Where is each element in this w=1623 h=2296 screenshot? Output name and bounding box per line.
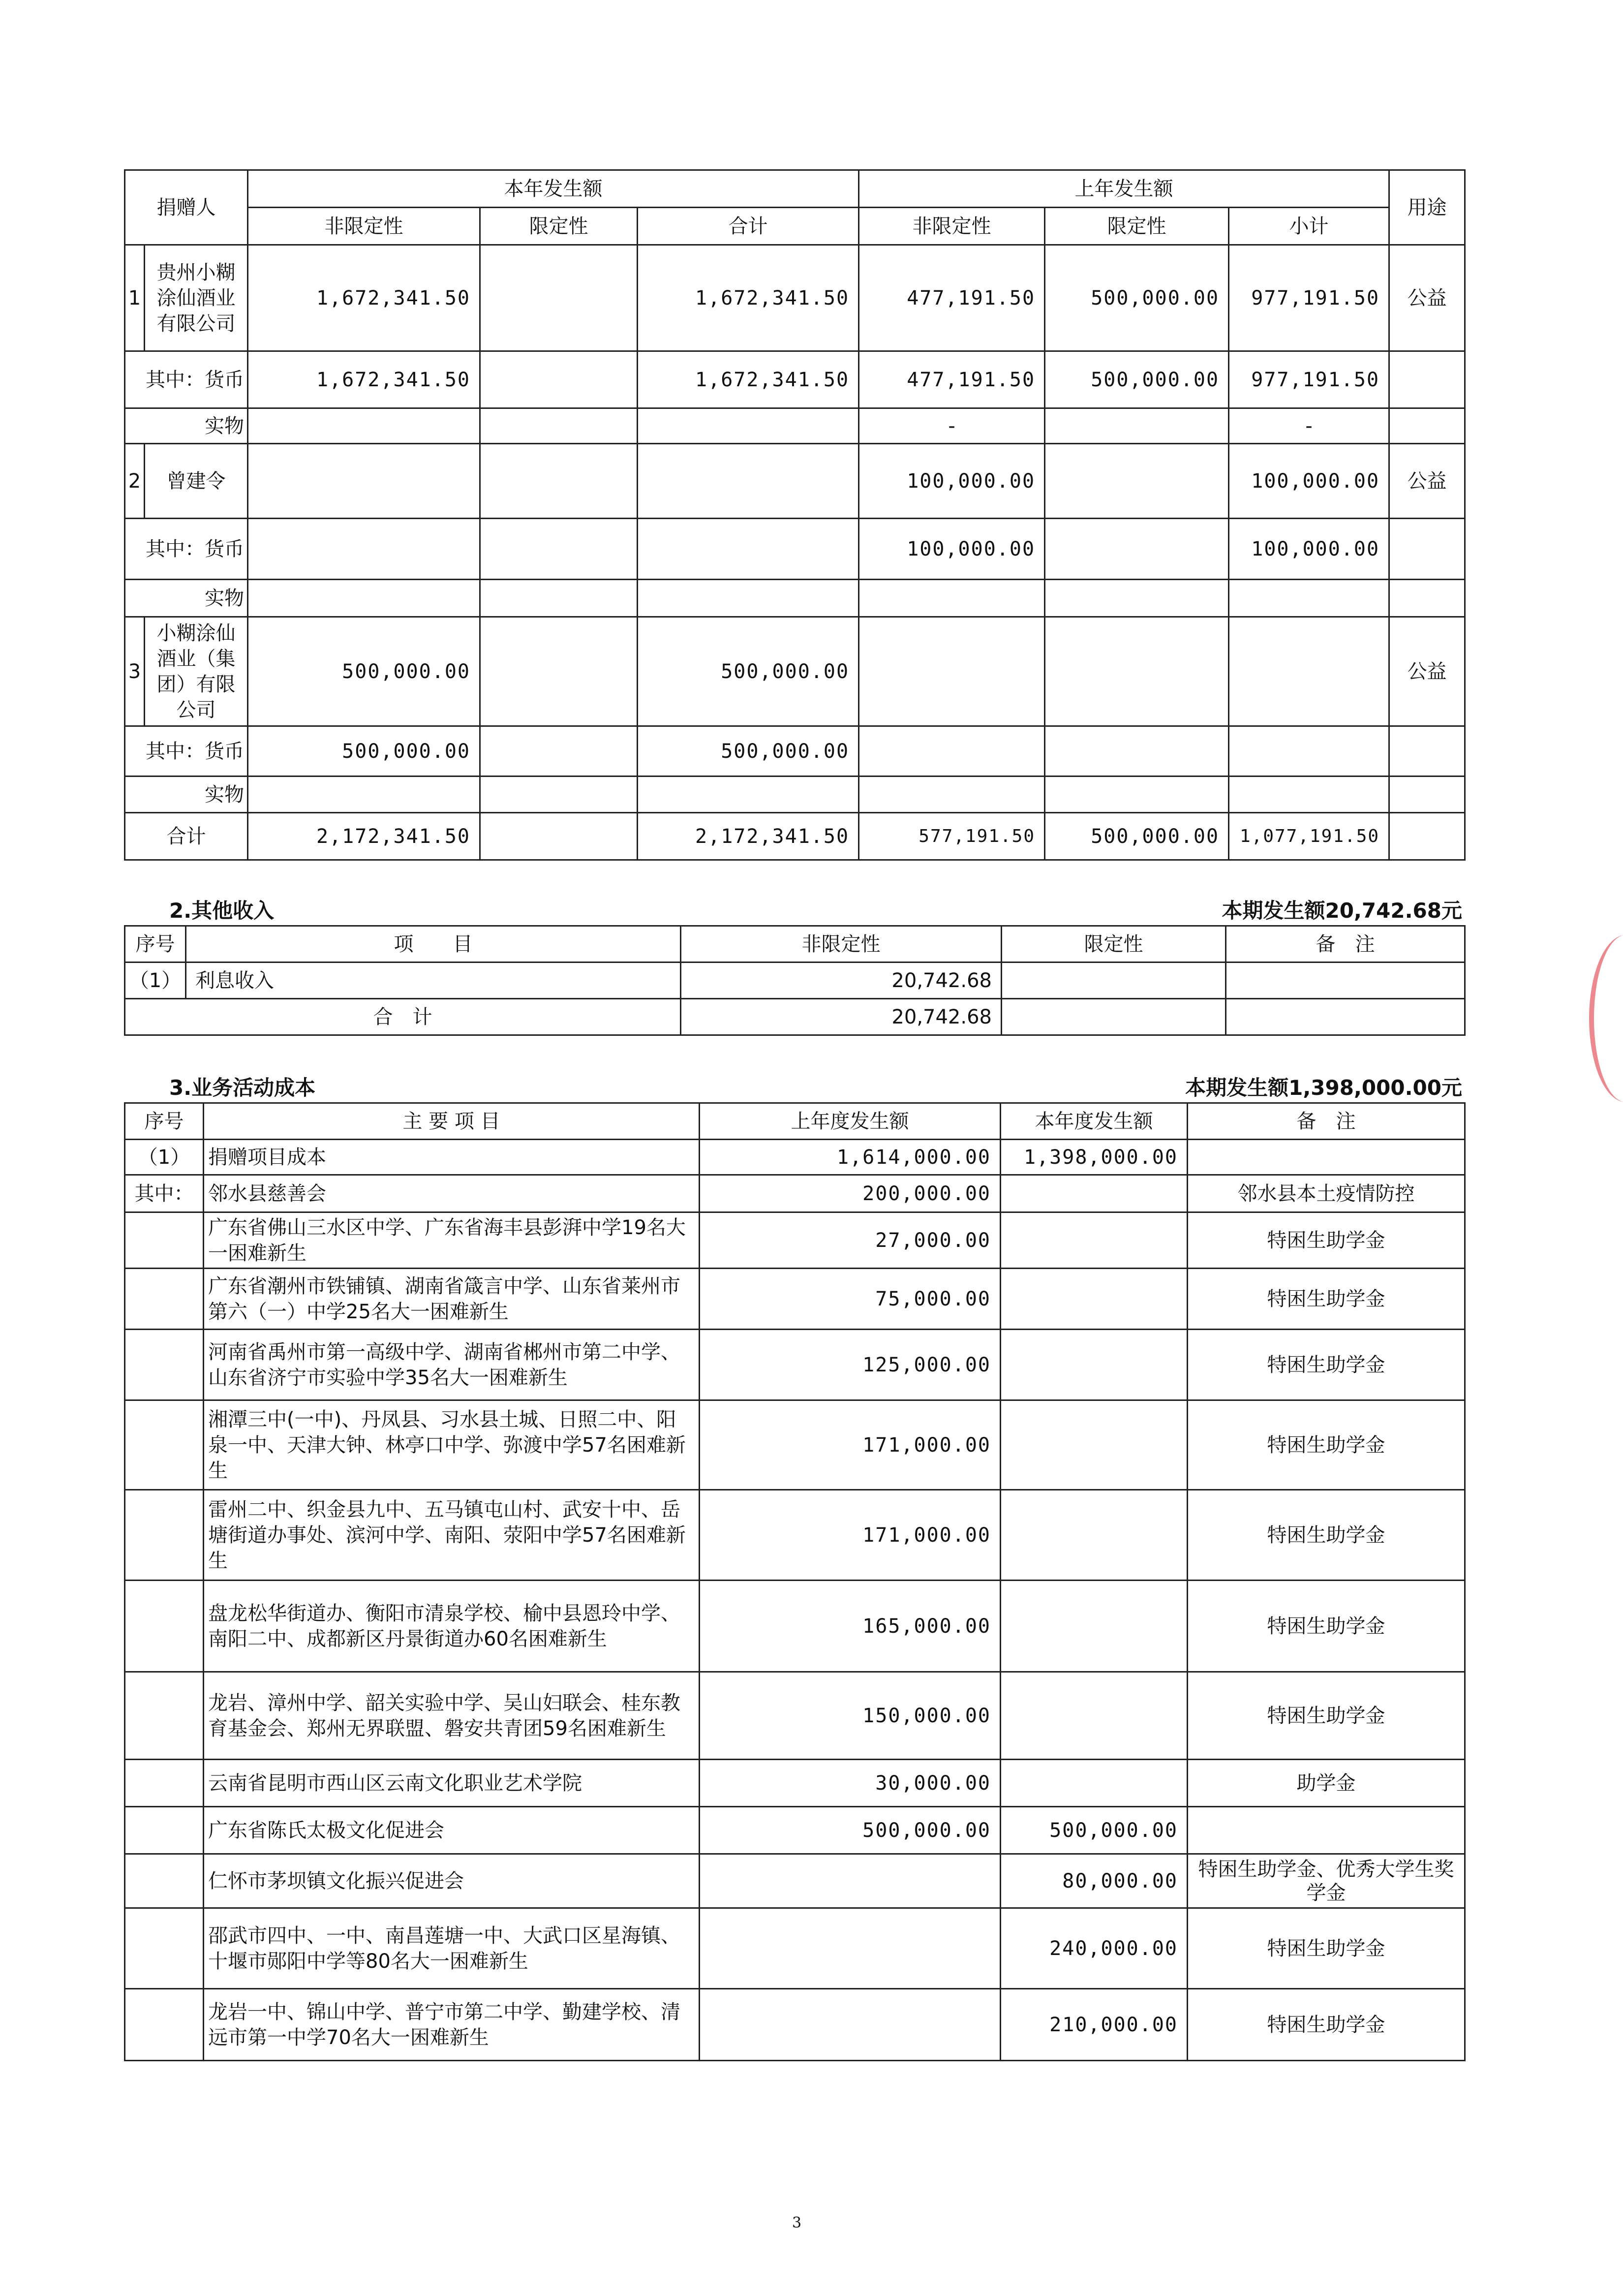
row-item: 邵武市四中、一中、南昌莲塘一中、大武口区星海镇、十堰市郧阳中学等80名大一困难新生 — [204, 1908, 700, 1989]
table-total-row — [125, 813, 1465, 860]
row-item: 邻水县慈善会 — [204, 1175, 700, 1212]
table-row — [125, 776, 1465, 813]
table-row — [125, 351, 1465, 408]
cell — [480, 245, 638, 351]
cell: 1,077,191.50 — [1229, 813, 1389, 860]
row-current-amount: 80,000.00 — [1001, 1854, 1188, 1908]
row-current-amount — [1001, 1760, 1188, 1807]
cell: 977,191.50 — [1229, 245, 1389, 351]
cell — [1229, 580, 1389, 617]
cell — [859, 776, 1045, 813]
table-row — [125, 580, 1465, 617]
row-item: 龙岩、漳州中学、韶关实验中学、吴山妇联会、桂东教育基金会、郑州无界联盟、磐安共青团59名困难新生 — [204, 1672, 700, 1760]
row-item: 雷州二中、织金县九中、五马镇屯山村、武安十中、岳塘街道办事处、滨河中学、南阳、荥阳中学57名困难新生 — [204, 1490, 700, 1581]
table-row — [125, 962, 1465, 999]
table-row — [125, 408, 1465, 444]
row-prior-amount: 150,000.00 — [700, 1672, 1001, 1760]
cell: 1,672,341.50 — [248, 245, 480, 351]
header-donor: 捐赠人 — [125, 170, 248, 245]
business-cost-amount: 本期发生额1,398,000.00元 — [1185, 1076, 1462, 1100]
row-remark: 特困生助学金 — [1188, 1212, 1465, 1269]
row-no: （1） — [125, 962, 186, 999]
donor-no: 2 — [125, 444, 145, 519]
cell: 100,000.00 — [859, 519, 1045, 580]
sub-label: 其中：货币 — [125, 351, 248, 408]
cell: 500,000.00 — [638, 617, 859, 726]
row-prior-amount: 171,000.00 — [700, 1400, 1001, 1490]
header-remark: 备 注 — [1188, 1103, 1465, 1140]
table-row — [125, 1175, 1465, 1212]
cell — [1045, 776, 1229, 813]
row-remark: 特困生助学金 — [1188, 1490, 1465, 1581]
donation-table — [124, 169, 1466, 861]
cell — [480, 726, 638, 776]
cell — [1389, 580, 1465, 617]
table-row — [125, 617, 1465, 726]
cell — [1002, 962, 1226, 999]
sub-label: 实物 — [125, 408, 248, 444]
cell: 500,000.00 — [1045, 351, 1229, 408]
total-unrestricted: 20,742.68 — [681, 999, 1002, 1035]
row-remark: 特困生助学金 — [1188, 1581, 1465, 1672]
row-prior-amount: 165,000.00 — [700, 1581, 1001, 1672]
section-title-other-income: 2.其他收入 — [169, 899, 275, 923]
cell — [859, 617, 1045, 726]
row-current-amount — [1001, 1212, 1188, 1269]
row-prior-amount: 30,000.00 — [700, 1760, 1001, 1807]
cell: 2,172,341.50 — [248, 813, 480, 860]
table-row — [125, 519, 1465, 580]
row-prior-amount — [700, 1854, 1001, 1908]
cell: 1,672,341.50 — [248, 351, 480, 408]
row-item: 河南省禹州市第一高级中学、湖南省郴州市第二中学、山东省济宁市实验中学35名大一困难新生 — [204, 1330, 700, 1400]
cell: 477,191.50 — [859, 245, 1045, 351]
table-total-row — [125, 999, 1465, 1035]
row-prior-amount: 125,000.00 — [700, 1330, 1001, 1400]
row-item: 捐赠项目成本 — [204, 1140, 700, 1175]
row-current-amount: 240,000.00 — [1001, 1908, 1188, 1989]
cell: 100,000.00 — [859, 444, 1045, 519]
table-row — [125, 1854, 1465, 1908]
cell — [248, 519, 480, 580]
table-row — [125, 1908, 1465, 1989]
table-row — [125, 444, 1465, 519]
row-prior-amount: 200,000.00 — [700, 1175, 1001, 1212]
header-no: 序号 — [125, 1103, 204, 1140]
row-remark — [1188, 1807, 1465, 1854]
red-seal-stamp — [1589, 935, 1623, 1102]
header-cur-total: 合计 — [638, 208, 859, 245]
cell — [1389, 776, 1465, 813]
cell: 577,191.50 — [859, 813, 1045, 860]
row-item: 湘潭三中(一中)、丹凤县、习水县土城、日照二中、阳泉一中、天津大钟、林亭口中学、弥渡中学57名困难新生 — [204, 1400, 700, 1490]
header-unrestricted: 非限定性 — [681, 926, 1002, 962]
cell — [480, 813, 638, 860]
page-number: 3 — [792, 2214, 802, 2232]
row-prior-amount: 171,000.00 — [700, 1490, 1001, 1581]
row-remark: 特困生助学金 — [1188, 1908, 1465, 1989]
row-prior-amount: 27,000.00 — [700, 1212, 1001, 1269]
row-current-amount — [1001, 1672, 1188, 1760]
cell — [1226, 999, 1465, 1035]
row-no — [125, 1989, 204, 2061]
cell — [1389, 351, 1465, 408]
row-current-amount — [1001, 1581, 1188, 1672]
cell — [1389, 726, 1465, 776]
cell: 500,000.00 — [1045, 813, 1229, 860]
cell — [248, 444, 480, 519]
header-remark: 备 注 — [1226, 926, 1465, 962]
row-unrestricted: 20,742.68 — [681, 962, 1002, 999]
sub-label: 实物 — [125, 776, 248, 813]
row-prior-amount — [700, 1989, 1001, 2061]
table-row — [125, 245, 1465, 351]
row-no — [125, 1330, 204, 1400]
row-no: （1） — [125, 1140, 204, 1175]
cell — [859, 726, 1045, 776]
sub-label: 其中：货币 — [125, 726, 248, 776]
cell — [638, 408, 859, 444]
cell — [480, 580, 638, 617]
header-prior-subtotal: 小计 — [1229, 208, 1389, 245]
table-row — [125, 1400, 1465, 1490]
row-item: 盘龙松华街道办、衡阳市清泉学校、榆中县恩玲中学、南阳二中、成都新区丹景街道办60名困难新生 — [204, 1581, 700, 1672]
table-row — [125, 726, 1465, 776]
cell — [638, 776, 859, 813]
cell — [1002, 999, 1226, 1035]
row-remark: 特困生助学金 — [1188, 1989, 1465, 2061]
header-cur-restricted: 限定性 — [480, 208, 638, 245]
row-current-amount — [1001, 1175, 1188, 1212]
cell — [1045, 580, 1229, 617]
donor-name: 小糊涂仙酒业（集团）有限公司 — [145, 617, 248, 726]
row-prior-amount — [700, 1908, 1001, 1989]
cell: 977,191.50 — [1229, 351, 1389, 408]
cell: 100,000.00 — [1229, 519, 1389, 580]
row-no — [125, 1212, 204, 1269]
donor-name: 贵州小糊涂仙酒业有限公司 — [145, 245, 248, 351]
cell: - — [1229, 408, 1389, 444]
row-remark: 特困生助学金 — [1188, 1672, 1465, 1760]
table-row — [125, 1140, 1465, 1175]
donor-no: 1 — [125, 245, 145, 351]
cell — [1045, 519, 1229, 580]
row-no — [125, 1760, 204, 1807]
cell — [1229, 776, 1389, 813]
table-row — [125, 1672, 1465, 1760]
header-prior: 上年度发生额 — [700, 1103, 1001, 1140]
cell: 500,000.00 — [638, 726, 859, 776]
header-purpose: 用途 — [1389, 170, 1465, 245]
header-prior-unrestricted: 非限定性 — [859, 208, 1045, 245]
total-label: 合 计 — [125, 999, 681, 1035]
cell — [480, 776, 638, 813]
header-item: 主 要 项 目 — [204, 1103, 700, 1140]
table-row — [125, 1212, 1465, 1269]
header-cur-unrestricted: 非限定性 — [248, 208, 480, 245]
table-row — [125, 1330, 1465, 1400]
cell — [480, 351, 638, 408]
table-row — [125, 1269, 1465, 1330]
row-remark: 特困生助学金、优秀大学生奖学金 — [1188, 1854, 1465, 1908]
header-restricted: 限定性 — [1002, 926, 1226, 962]
cell — [859, 580, 1045, 617]
row-item: 广东省潮州市铁铺镇、湖南省箴言中学、山东省莱州市第六（一）中学25名大一困难新生 — [204, 1269, 700, 1330]
row-no — [125, 1807, 204, 1854]
cell — [1229, 726, 1389, 776]
table-row — [125, 1490, 1465, 1581]
row-prior-amount: 75,000.00 — [700, 1269, 1001, 1330]
cell: 500,000.00 — [1045, 245, 1229, 351]
cell — [480, 519, 638, 580]
cell — [248, 408, 480, 444]
row-remark: 特困生助学金 — [1188, 1269, 1465, 1330]
cell: 1,672,341.50 — [638, 245, 859, 351]
header-item: 项 目 — [186, 926, 681, 962]
cell — [1389, 813, 1465, 860]
row-item: 云南省昆明市西山区云南文化职业艺术学院 — [204, 1760, 700, 1807]
header-prior-year: 上年发生额 — [859, 170, 1389, 208]
cell — [480, 444, 638, 519]
row-no — [125, 1269, 204, 1330]
row-current-amount — [1001, 1269, 1188, 1330]
cell: 500,000.00 — [248, 617, 480, 726]
cell — [1389, 519, 1465, 580]
table-row — [125, 1989, 1465, 2061]
row-current-amount — [1001, 1490, 1188, 1581]
row-no — [125, 1672, 204, 1760]
cell — [1389, 408, 1465, 444]
row-remark: 特困生助学金 — [1188, 1400, 1465, 1490]
section-title-business-cost: 3.业务活动成本 — [169, 1076, 316, 1100]
purpose-cell: 公益 — [1389, 617, 1465, 726]
other-income-table — [124, 925, 1466, 1036]
cell — [638, 580, 859, 617]
other-income-amount: 本期发生额20,742.68元 — [1222, 899, 1462, 923]
row-remark: 邻水县本土疫情防控 — [1188, 1175, 1465, 1212]
sub-label: 实物 — [125, 580, 248, 617]
row-remark — [1188, 1140, 1465, 1175]
row-item: 龙岩一中、锦山中学、普宁市第二中学、勤建学校、清远市第一中学70名大一困难新生 — [204, 1989, 700, 2061]
table-row — [125, 1807, 1465, 1854]
cell: 477,191.50 — [859, 351, 1045, 408]
row-current-amount: 500,000.00 — [1001, 1807, 1188, 1854]
header-current-year: 本年发生额 — [248, 170, 859, 208]
cell: 1,672,341.50 — [638, 351, 859, 408]
cell: 100,000.00 — [1229, 444, 1389, 519]
cell — [1229, 617, 1389, 726]
cell: 2,172,341.50 — [638, 813, 859, 860]
cell — [1045, 617, 1229, 726]
row-remark: 特困生助学金 — [1188, 1330, 1465, 1400]
table-row — [125, 1581, 1465, 1672]
table-row — [125, 1760, 1465, 1807]
row-no — [125, 1908, 204, 1989]
row-no: 其中： — [125, 1175, 204, 1212]
cell — [1045, 726, 1229, 776]
row-no — [125, 1400, 204, 1490]
sub-label: 其中：货币 — [125, 519, 248, 580]
header-no: 序号 — [125, 926, 186, 962]
row-current-amount: 1,398,000.00 — [1001, 1140, 1188, 1175]
row-no — [125, 1581, 204, 1672]
row-current-amount — [1001, 1330, 1188, 1400]
row-item: 广东省佛山三水区中学、广东省海丰县彭湃中学19名大一困难新生 — [204, 1212, 700, 1269]
header-prior-restricted: 限定性 — [1045, 208, 1229, 245]
cell — [480, 408, 638, 444]
donor-name: 曾建令 — [145, 444, 248, 519]
row-remark: 助学金 — [1188, 1760, 1465, 1807]
header-current: 本年度发生额 — [1001, 1103, 1188, 1140]
purpose-cell: 公益 — [1389, 444, 1465, 519]
row-item: 广东省陈氏太极文化促进会 — [204, 1807, 700, 1854]
row-item: 利息收入 — [186, 962, 681, 999]
purpose-cell: 公益 — [1389, 245, 1465, 351]
cell — [638, 444, 859, 519]
cell — [248, 776, 480, 813]
row-prior-amount: 500,000.00 — [700, 1807, 1001, 1854]
row-no — [125, 1854, 204, 1908]
donor-no: 3 — [125, 617, 145, 726]
cell — [1226, 962, 1465, 999]
total-label: 合计 — [125, 813, 248, 860]
row-current-amount: 210,000.00 — [1001, 1989, 1188, 2061]
row-prior-amount: 1,614,000.00 — [700, 1140, 1001, 1175]
row-current-amount — [1001, 1400, 1188, 1490]
row-no — [125, 1490, 204, 1581]
cell: - — [859, 408, 1045, 444]
cell — [638, 519, 859, 580]
cell — [480, 617, 638, 726]
business-cost-table — [124, 1102, 1466, 2061]
cell: 500,000.00 — [248, 726, 480, 776]
cell — [1045, 444, 1229, 519]
cell — [1045, 408, 1229, 444]
row-item: 仁怀市茅坝镇文化振兴促进会 — [204, 1854, 700, 1908]
cell — [248, 580, 480, 617]
